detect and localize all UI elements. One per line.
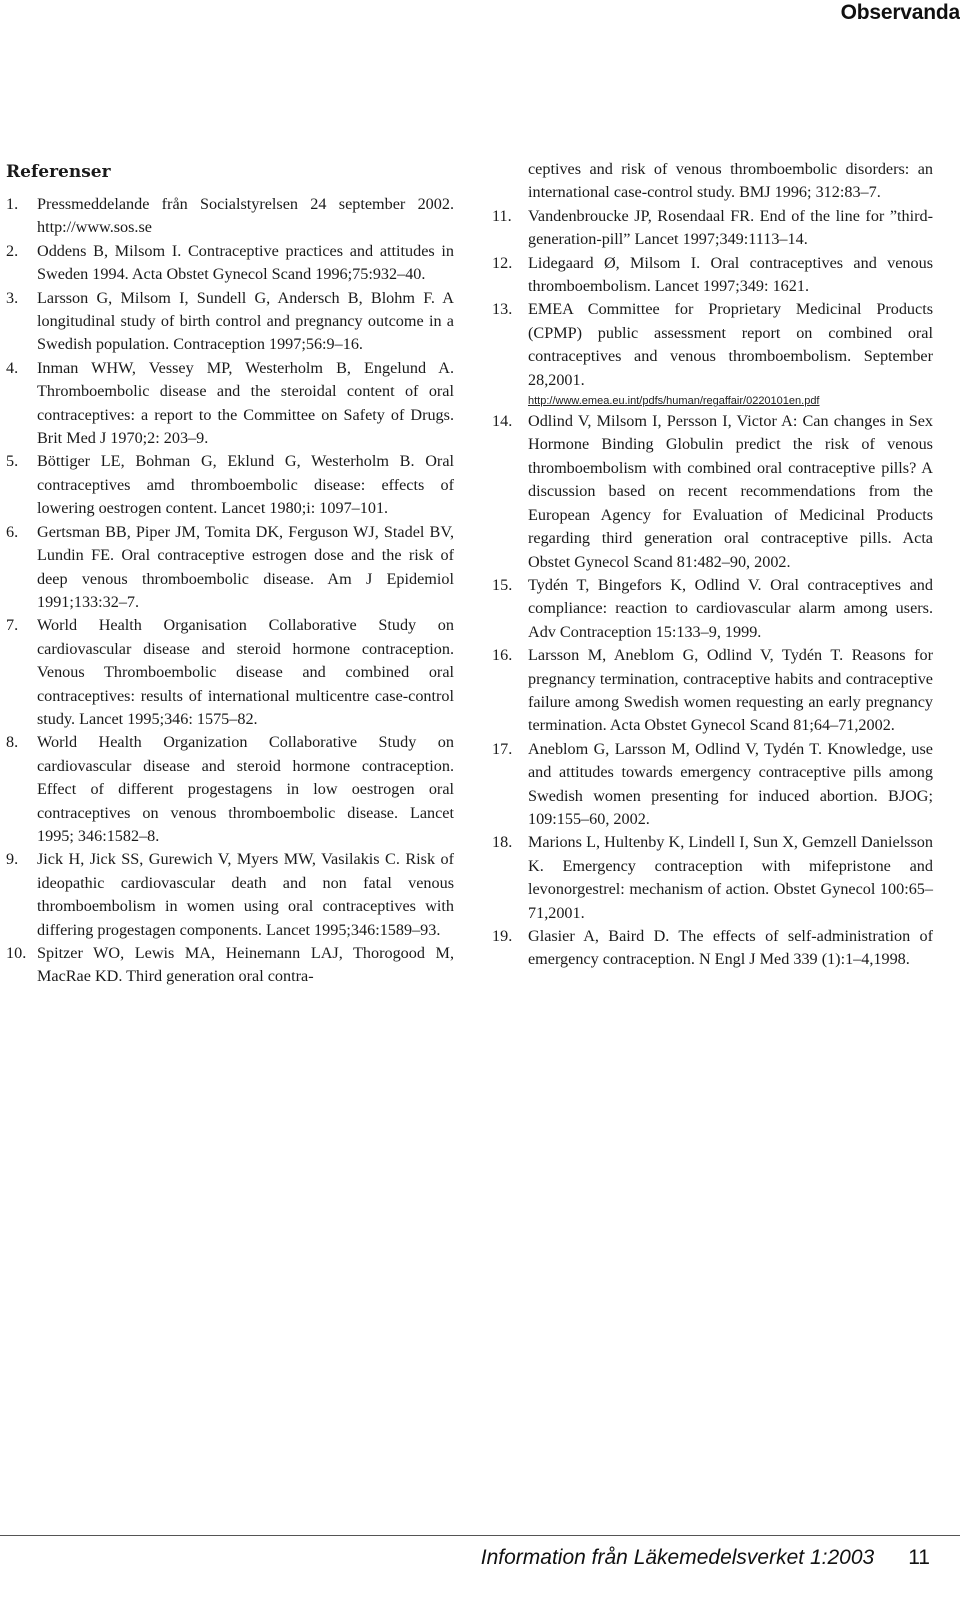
reference-item-15 xyxy=(492,574,933,644)
reference-text: Spitzer WO, Lewis MA, Heinemann LAJ, Thorogood M, MacRae KD. Third generation oral contra- xyxy=(37,944,454,986)
reference-text: Marions L, Hultenby K, Lindell I, Sun X, Gemzell Danielsson K. Emergency contraception with mifepristone and levonorgestrel: mechanism of action. Obstet Gynecol 100:65–71,2001. xyxy=(528,833,933,922)
reference-item-13 xyxy=(492,298,933,410)
reference-number: 10. xyxy=(6,944,27,962)
reference-text: World Health Organization Collaborative Study on cardiovascular disease and steroid hormone contraception. Effect of different progestagens in low oestrogen oral contraceptives on venous thromboembolic disease. Lancet 1995; 346:1582–8. xyxy=(37,733,454,845)
reference-number: 11. xyxy=(492,206,512,225)
reference-number: 18. xyxy=(492,833,513,852)
page-footer xyxy=(481,1544,930,1572)
reference-number: 16. xyxy=(492,646,513,665)
reference-number: 12. xyxy=(492,253,513,272)
reference-text: World Health Organisation Collaborative Study on cardiovascular disease and steroid hormone contraception. Venous Thromboembolic disease and combined oral contraceptives: results of international multicentre case-control study. Lancet 1995;346: 1575–82. xyxy=(37,616,454,728)
reference-item-16 xyxy=(492,644,933,738)
reference-item-17 xyxy=(492,738,933,832)
references-heading: Referenser xyxy=(6,162,111,182)
reference-item-19 xyxy=(492,925,933,972)
reference-text: Oddens B, Milsom I. Contraceptive practices and attitudes in Sweden 1994. Acta Obstet Gynecol Scand 1996;75:932–40. xyxy=(37,241,454,284)
reference-text: Odlind V, Milsom I, Persson I, Victor A: Can changes in Sex Hormone Binding Globulin predict the risk of venous thromboembolism with combined oral contraceptive pills? A discussion based on recent recommendations from the European Agency for Evaluation of Medicinal Products regarding third generation oral contraceptive pills. Acta Obstet Gynecol Scand 81:482–90, 2002. xyxy=(528,412,933,571)
reference-text: Larsson G, Milsom I, Sundell G, Andersch B, Blohm F. A longitudinal study of birth control and pregnancy outcome in a Swedish population. Contraception 1997;56:9–16. xyxy=(37,288,454,354)
reference-item-18 xyxy=(492,831,933,925)
reference-item-10-continued xyxy=(492,158,933,205)
references-column-right xyxy=(492,158,933,972)
reference-number: 7. xyxy=(6,616,19,635)
reference-item-2 xyxy=(6,240,454,287)
reference-item-7 xyxy=(6,614,454,731)
reference-number: 15. xyxy=(492,575,513,594)
publication-name: Information från Läkemedelsverket 1:2003 xyxy=(480,1546,875,1569)
reference-text: Vandenbroucke JP, Rosendaal FR. End of the line for ”third-generation-pill” Lancet 1997;349:1113–14. xyxy=(528,206,933,249)
reference-number: 6. xyxy=(6,522,19,541)
reference-text: Glasier A, Baird D. The effects of self-administration of emergency contraception. N Engl J Med 339 (1):1–4,1998. xyxy=(528,927,933,969)
reference-item-5 xyxy=(6,450,454,520)
reference-number: 5. xyxy=(6,452,19,471)
reference-number: 9. xyxy=(6,850,19,869)
section-header: Observanda xyxy=(840,1,960,24)
reference-text: Lidegaard Ø, Milsom I. Oral contraceptives and venous thromboembolism. Lancet 1997;349: 1621. xyxy=(528,253,933,296)
reference-number: 2. xyxy=(6,241,19,260)
reference-text: Larsson M, Aneblom G, Odlind V, Tydén T. Reasons for pregnancy termination, contraceptive habits and contraceptive failure among Swedish women requesting an early pregnancy termination. Acta Obstet Gynecol Scand 81;64–71,2002. xyxy=(528,646,933,735)
reference-item-12 xyxy=(492,252,933,299)
reference-number: 19. xyxy=(492,927,513,945)
reference-item-8 xyxy=(6,731,454,848)
reference-number: 4. xyxy=(6,358,19,377)
reference-number: 1. xyxy=(6,195,19,213)
reference-text: Jick H, Jick SS, Gurewich V, Myers MW, Vasilakis C. Risk of ideopathic cardiovascular death and non fatal venous thromboembolism in women using oral contraceptives with differing progestagen components. Lancet 1995;346:1589–93. xyxy=(37,850,454,939)
reference-text: Tydén T, Bingefors K, Odlind V. Oral contraceptives and compliance: reaction to cardiovascular alarm among users. Adv Contraception 15:133–9, 1999. xyxy=(528,575,933,641)
reference-item-14 xyxy=(492,410,933,574)
reference-text: Böttiger LE, Bohman G, Eklund G, Westerholm B. Oral contraceptives amd thromboembolic disease: effects of lowering oestrogen content. Lancet 1980;i: 1097–101. xyxy=(37,452,454,518)
reference-number: 14. xyxy=(492,412,513,431)
reference-item-4 xyxy=(6,357,454,451)
reference-number: 3. xyxy=(6,288,19,307)
reference-text: Pressmeddelande från Socialstyrelsen 24 september 2002. http://www.sos.se xyxy=(37,195,454,237)
reference-item-9 xyxy=(6,848,454,942)
page-number: 11 xyxy=(908,1546,930,1569)
reference-item-11 xyxy=(492,205,933,252)
reference-item-1 xyxy=(6,193,454,240)
reference-text: Inman WHW, Vessey MP, Westerholm B, Engelund A. Thromboembolic disease and the steroidal content of oral contraceptives: a report to the Committee on Safety of Drugs. Brit Med J 1970;2: 203–9. xyxy=(37,358,454,448)
reference-text: EMEA Committee for Proprietary Medicinal Products (CPMP) public assessment report on combined oral contraceptives and venous thromboembolism. September 28,2001. xyxy=(528,300,933,389)
reference-item-10 xyxy=(6,942,454,989)
reference-number: 8. xyxy=(6,733,19,752)
footer-divider xyxy=(0,1535,960,1536)
reference-item-6 xyxy=(6,521,454,615)
reference-number: 17. xyxy=(492,739,513,758)
reference-text: Gertsman BB, Piper JM, Tomita DK, Ferguson WJ, Stadel BV, Lundin FE. Oral contraceptive estrogen dose and the risk of deep venous thromboembolic disease. Am J Epidemiol 1991;133:32–7. xyxy=(37,522,454,611)
references-column-left xyxy=(6,193,454,989)
reference-text: ceptives and risk of venous thromboembolic disorders: an international case-control study. BMJ 1996; 312:83–7. xyxy=(528,160,933,202)
reference-item-3 xyxy=(6,287,454,357)
reference-text: Aneblom G, Larsson M, Odlind V, Tydén T. Knowledge, use and attitudes towards emergency contraceptive pills among Swedish women presenting for induced abortion. BJOG; 109:155–60, 2002. xyxy=(528,739,933,828)
reference-link[interactable]: http://www.emea.eu.int/pdfs/human/regaffair/0220101en.pdf xyxy=(528,395,820,408)
reference-number: 13. xyxy=(492,300,513,319)
